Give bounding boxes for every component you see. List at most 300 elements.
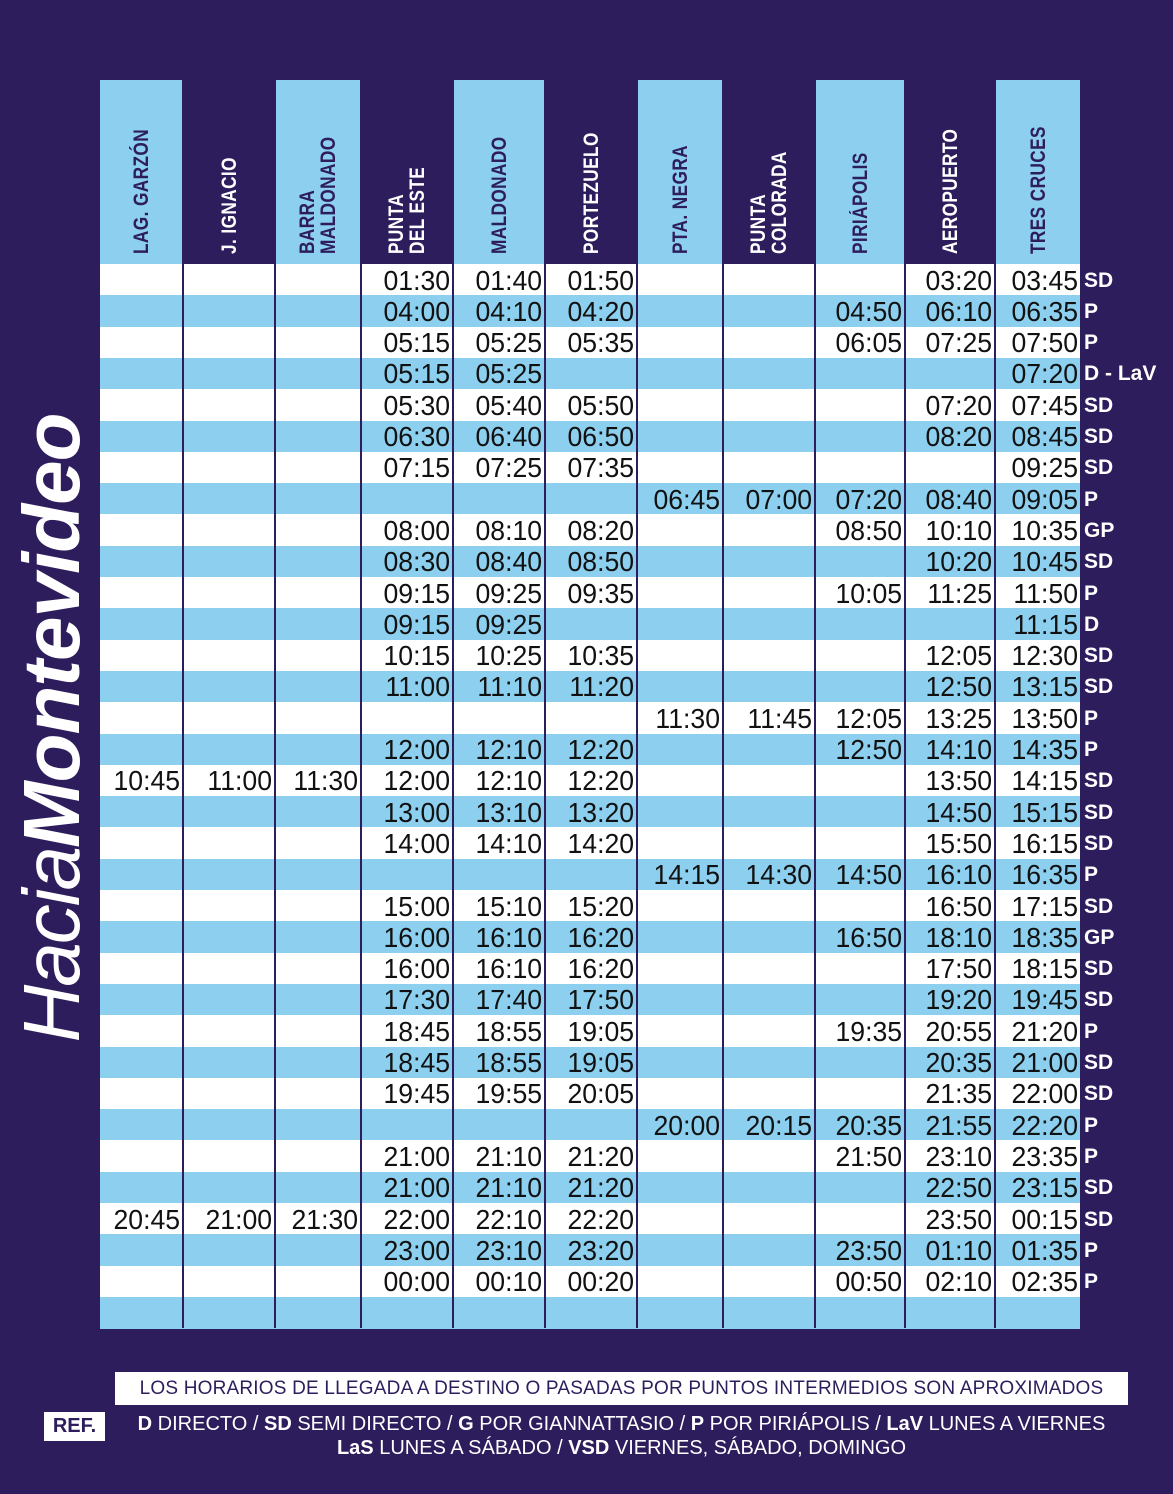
time-cell [906, 797, 992, 828]
time-cell [454, 1078, 542, 1109]
time-cell [816, 327, 902, 358]
time-cell [546, 1172, 634, 1203]
time-cell [996, 327, 1078, 358]
time-cell [454, 578, 542, 609]
column-header-label [367, 90, 447, 254]
time-value: 12:05 [835, 702, 902, 734]
time-value: 13:20 [567, 796, 634, 828]
time-cell [816, 1235, 902, 1266]
time-cell [816, 1141, 902, 1172]
time-cell [454, 1266, 542, 1297]
time-value: 18:45 [383, 1015, 450, 1047]
time-cell [996, 891, 1078, 922]
time-value: 07:20 [835, 483, 902, 515]
time-value: 23:20 [567, 1234, 634, 1266]
service-type-note: SD [1084, 957, 1114, 981]
column-header-label [729, 90, 809, 254]
time-value: 12:05 [925, 640, 992, 672]
service-type-note: SD [1084, 1051, 1114, 1074]
time-value: 08:10 [475, 514, 542, 546]
time-value: 08:45 [1011, 421, 1078, 452]
time-cell [906, 515, 992, 546]
service-type-note: GP [1084, 518, 1115, 542]
time-cell [362, 640, 450, 671]
time-value: 23:50 [835, 1234, 902, 1266]
time-cell [906, 984, 992, 1015]
time-cell [906, 578, 992, 609]
time-cell [546, 891, 634, 922]
service-type-note: P [1084, 1270, 1099, 1294]
time-cell [546, 296, 634, 327]
time-value: 05:25 [475, 358, 542, 390]
time-value: 15:50 [925, 827, 992, 859]
time-cell [906, 546, 992, 577]
time-value: 10:35 [1011, 514, 1078, 546]
time-value: 05:15 [383, 358, 450, 390]
column-header [100, 80, 182, 264]
time-cell [454, 671, 542, 702]
reference-text: LUNES A VIERNES [923, 1413, 1106, 1435]
column-header [454, 80, 544, 264]
time-value: 22:20 [567, 1203, 634, 1235]
time-value: 14:20 [567, 827, 634, 859]
column-header-line: TRES CRUCES [1026, 126, 1050, 254]
time-cell [546, 327, 634, 358]
column-header [996, 80, 1080, 264]
reference-text: LUNES A SÁBADO / [373, 1437, 569, 1459]
time-value: 10:25 [475, 640, 542, 672]
column-header [906, 80, 994, 264]
time-value: 15:00 [383, 890, 450, 922]
time-value: 13:00 [383, 796, 450, 828]
column-header-label [820, 90, 900, 254]
time-cell [996, 578, 1078, 609]
time-value: 01:50 [567, 264, 634, 296]
service-type-note: P [1084, 1144, 1099, 1168]
column-header-line: COLORADA [768, 151, 791, 254]
column-header-line: AEROPUERTO [938, 128, 962, 254]
service-type-note: P [1084, 487, 1099, 511]
time-cell [362, 327, 450, 358]
service-type-note: SD [1084, 456, 1114, 480]
time-value: 21:20 [1011, 1015, 1078, 1047]
time-value: 14:00 [383, 827, 450, 859]
time-value: 18:15 [1011, 953, 1078, 985]
time-cell [816, 859, 902, 890]
time-value: 00:15 [1011, 1203, 1078, 1235]
time-value: 09:25 [1011, 452, 1078, 484]
time-cell [546, 1141, 634, 1172]
reference-code: VSD [568, 1437, 610, 1459]
time-cell [638, 1110, 720, 1141]
time-value: 00:10 [475, 1266, 542, 1298]
time-value: 01:30 [383, 264, 450, 296]
reference-code: LaV [886, 1413, 924, 1435]
time-value: 11:15 [1013, 608, 1078, 640]
time-cell [906, 327, 992, 358]
time-value: 19:45 [383, 1078, 450, 1110]
column-header-line: DEL ESTE [406, 166, 429, 254]
time-cell [454, 515, 542, 546]
reference-line-1 [115, 1411, 1128, 1437]
time-value: 14:10 [925, 734, 992, 765]
service-type-note: SD [1084, 894, 1114, 918]
column-header [638, 80, 722, 264]
time-cell [906, 1235, 992, 1266]
time-value: 21:00 [1011, 1047, 1078, 1078]
time-value: 05:50 [567, 389, 634, 421]
time-cell [996, 1047, 1078, 1078]
time-cell [996, 734, 1078, 765]
reference-code: G [458, 1413, 474, 1435]
service-type-note: P [1084, 1238, 1099, 1262]
time-cell [362, 891, 450, 922]
time-cell [546, 1078, 634, 1109]
time-value: 19:55 [475, 1078, 542, 1110]
time-cell [996, 922, 1078, 953]
time-value: 06:50 [567, 421, 634, 452]
time-cell [996, 484, 1078, 515]
time-value: 21:30 [291, 1203, 358, 1235]
time-value: 06:45 [653, 483, 720, 515]
time-cell [362, 828, 450, 859]
time-cell [184, 765, 272, 796]
column-header-label [278, 90, 358, 254]
time-value: 23:10 [475, 1234, 542, 1266]
time-cell [996, 828, 1078, 859]
time-cell [996, 984, 1078, 1015]
time-cell [906, 1204, 992, 1235]
time-value: 19:45 [1011, 984, 1078, 1016]
time-cell [906, 703, 992, 734]
time-cell [996, 640, 1078, 671]
time-value: 16:20 [567, 953, 634, 985]
time-cell [546, 984, 634, 1015]
time-cell [906, 828, 992, 859]
time-value: 10:35 [567, 640, 634, 672]
time-value: 04:20 [567, 295, 634, 327]
time-value: 22:10 [475, 1203, 542, 1235]
time-value: 07:45 [1011, 389, 1078, 421]
time-cell [996, 671, 1078, 702]
service-type-note: SD [1084, 675, 1114, 699]
service-type-note: SD [1084, 1207, 1114, 1231]
time-cell [362, 296, 450, 327]
time-cell [546, 828, 634, 859]
time-cell [906, 859, 992, 890]
time-value: 07:35 [567, 452, 634, 484]
time-cell [906, 1141, 992, 1172]
reference-text: POR GIANNATTASIO / [473, 1413, 691, 1435]
time-cell [454, 984, 542, 1015]
time-cell [546, 1047, 634, 1078]
time-value: 08:30 [383, 546, 450, 578]
time-value: 02:10 [925, 1266, 992, 1298]
time-value: 16:35 [1011, 859, 1078, 891]
time-value: 07:25 [475, 452, 542, 484]
time-cell [816, 1266, 902, 1297]
time-value: 00:20 [567, 1266, 634, 1298]
time-value: 18:55 [475, 1047, 542, 1078]
time-cell [362, 1141, 450, 1172]
time-value: 08:00 [383, 514, 450, 546]
time-cell [906, 390, 992, 421]
time-value: 02:35 [1011, 1266, 1078, 1298]
time-cell [724, 484, 812, 515]
time-cell [362, 515, 450, 546]
time-value: 20:05 [567, 1078, 634, 1110]
time-cell [906, 1078, 992, 1109]
time-value: 18:45 [383, 1047, 450, 1078]
time-cell [816, 1110, 902, 1141]
time-cell [454, 922, 542, 953]
time-cell [906, 765, 992, 796]
time-value: 07:25 [925, 327, 992, 359]
time-cell [906, 421, 992, 452]
time-cell [454, 1016, 542, 1047]
time-value: 13:15 [1011, 671, 1078, 703]
time-cell [362, 358, 450, 389]
time-value: 21:20 [567, 1172, 634, 1204]
time-value: 19:20 [925, 984, 992, 1016]
time-cell [454, 765, 542, 796]
time-value: 16:20 [567, 921, 634, 953]
service-type-note: P [1084, 299, 1099, 323]
time-value: 19:05 [567, 1047, 634, 1078]
service-type-note: D - LaV [1084, 362, 1157, 386]
time-cell [906, 922, 992, 953]
time-cell [362, 953, 450, 984]
service-type-note: SD [1084, 1082, 1114, 1106]
service-type-note: SD [1084, 644, 1114, 668]
time-cell [906, 265, 992, 296]
time-value: 09:15 [383, 608, 450, 640]
time-cell [454, 828, 542, 859]
time-cell [454, 1141, 542, 1172]
service-type-note: SD [1084, 393, 1114, 417]
time-value: 11:10 [477, 671, 542, 703]
time-value: 04:50 [835, 295, 902, 327]
time-value: 10:20 [925, 546, 992, 578]
time-value: 16:00 [383, 953, 450, 985]
time-cell [454, 1047, 542, 1078]
time-cell [362, 734, 450, 765]
time-cell [276, 1204, 358, 1235]
time-value: 08:20 [925, 421, 992, 452]
time-cell [906, 484, 992, 515]
time-value: 14:50 [925, 796, 992, 828]
column-header-line: J. IGNACIO [217, 157, 241, 254]
time-value: 10:15 [383, 640, 450, 672]
reference-text: SEMI DIRECTO / [291, 1413, 459, 1435]
reference-text: DIRECTO / [152, 1413, 264, 1435]
time-cell [996, 797, 1078, 828]
time-value: 11:20 [569, 671, 634, 703]
time-cell [906, 953, 992, 984]
time-value: 09:15 [383, 577, 450, 609]
time-cell [454, 265, 542, 296]
time-cell [454, 452, 542, 483]
time-cell [362, 1047, 450, 1078]
service-type-note: SD [1084, 1176, 1114, 1200]
time-value: 13:50 [925, 765, 992, 797]
time-value: 20:15 [745, 1109, 812, 1141]
time-value: 06:30 [383, 421, 450, 452]
time-cell [546, 515, 634, 546]
time-cell [996, 358, 1078, 389]
time-value: 21:10 [475, 1140, 542, 1172]
column-header [546, 80, 636, 264]
time-cell [454, 1235, 542, 1266]
column-header-line: PORTEZUELO [579, 132, 603, 254]
time-cell [454, 327, 542, 358]
time-value: 23:35 [1011, 1140, 1078, 1172]
column-header-label [910, 90, 990, 254]
time-value: 18:10 [925, 921, 992, 953]
time-value: 11:30 [293, 765, 358, 797]
time-value: 11:50 [1013, 577, 1078, 609]
time-value: 06:10 [925, 295, 992, 327]
time-cell [546, 922, 634, 953]
time-value: 12:50 [925, 671, 992, 703]
time-value: 21:10 [475, 1172, 542, 1204]
time-cell [996, 296, 1078, 327]
time-cell [906, 640, 992, 671]
time-value: 13:50 [1011, 702, 1078, 734]
column-header-line: PUNTA [385, 193, 408, 254]
time-value: 06:35 [1011, 295, 1078, 327]
row-band [100, 1297, 1080, 1329]
column-header [724, 80, 814, 264]
time-cell [362, 1016, 450, 1047]
time-cell [546, 1016, 634, 1047]
time-value: 15:10 [475, 890, 542, 922]
time-value: 05:40 [475, 389, 542, 421]
time-value: 16:50 [835, 921, 902, 953]
time-value: 06:40 [475, 421, 542, 452]
time-cell [724, 1110, 812, 1141]
column-header-line: PUNTA [747, 193, 770, 254]
time-cell [184, 1204, 272, 1235]
time-cell [996, 1235, 1078, 1266]
time-cell [906, 296, 992, 327]
time-cell [362, 1172, 450, 1203]
time-value: 11:00 [385, 671, 450, 703]
time-value: 01:35 [1011, 1234, 1078, 1266]
time-value: 14:15 [653, 859, 720, 891]
time-cell [454, 609, 542, 640]
time-cell [546, 390, 634, 421]
time-cell [546, 797, 634, 828]
time-value: 05:30 [383, 389, 450, 421]
time-value: 08:40 [475, 546, 542, 578]
time-cell [906, 1047, 992, 1078]
time-cell [276, 765, 358, 796]
reference-code: P [690, 1413, 705, 1435]
time-value: 21:00 [383, 1172, 450, 1204]
time-value: 16:00 [383, 921, 450, 953]
time-cell [906, 1172, 992, 1203]
time-cell [546, 578, 634, 609]
time-value: 17:50 [567, 984, 634, 1016]
disclaimer-note: LOS HORARIOS DE LLEGADA A DESTINO O PASADAS POR PUNTOS INTERMEDIOS SON APROXIMADOS [115, 1372, 1128, 1405]
time-value: 13:25 [925, 702, 992, 734]
service-type-note: P [1084, 1019, 1099, 1043]
time-value: 09:25 [475, 577, 542, 609]
time-cell [546, 421, 634, 452]
time-value: 12:10 [475, 734, 542, 765]
time-value: 04:10 [475, 295, 542, 327]
time-value: 16:10 [925, 859, 992, 891]
time-cell [454, 1172, 542, 1203]
time-cell [996, 1141, 1078, 1172]
time-cell [362, 421, 450, 452]
time-cell [454, 1204, 542, 1235]
time-value: 07:20 [1011, 358, 1078, 390]
time-value: 10:05 [835, 577, 902, 609]
service-type-note: SD [1084, 831, 1114, 855]
time-value: 00:50 [835, 1266, 902, 1298]
time-cell [996, 1266, 1078, 1297]
time-cell [724, 859, 812, 890]
time-cell [996, 390, 1078, 421]
time-cell [546, 1204, 634, 1235]
service-type-note: P [1084, 1113, 1099, 1137]
time-cell [724, 703, 812, 734]
time-value: 19:35 [835, 1015, 902, 1047]
time-value: 21:35 [925, 1078, 992, 1110]
time-cell [362, 765, 450, 796]
time-value: 08:50 [835, 514, 902, 546]
service-type-note: P [1084, 331, 1099, 355]
time-cell [546, 953, 634, 984]
reference-code: SD [263, 1413, 292, 1435]
column-header-label [101, 90, 181, 254]
title-bold: Montevideo [7, 413, 96, 848]
time-cell [546, 671, 634, 702]
time-cell [906, 1016, 992, 1047]
time-value: 20:35 [925, 1047, 992, 1078]
time-cell [362, 609, 450, 640]
service-type-note: P [1084, 738, 1099, 761]
time-cell [546, 452, 634, 483]
time-cell [362, 797, 450, 828]
time-value: 07:15 [383, 452, 450, 484]
time-value: 21:00 [383, 1140, 450, 1172]
column-header-line: MALDONADO [487, 136, 511, 254]
time-cell [362, 1235, 450, 1266]
time-value: 01:40 [475, 264, 542, 296]
time-cell [906, 1110, 992, 1141]
service-type-note: SD [1084, 550, 1114, 574]
service-type-note: P [1084, 581, 1099, 605]
service-type-note: SD [1084, 425, 1114, 448]
time-cell [362, 578, 450, 609]
time-value: 11:30 [655, 702, 720, 734]
time-value: 00:00 [383, 1266, 450, 1298]
time-cell [996, 859, 1078, 890]
time-cell [996, 1204, 1078, 1235]
time-cell [816, 1016, 902, 1047]
time-value: 20:55 [925, 1015, 992, 1047]
time-value: 12:30 [1011, 640, 1078, 672]
column-header-label [998, 90, 1078, 254]
column-header-line: PTA. NEGRA [668, 144, 692, 254]
reference-code: LaS [336, 1437, 374, 1459]
time-value: 11:45 [747, 702, 812, 734]
time-value: 12:00 [383, 734, 450, 765]
time-value: 09:25 [475, 608, 542, 640]
